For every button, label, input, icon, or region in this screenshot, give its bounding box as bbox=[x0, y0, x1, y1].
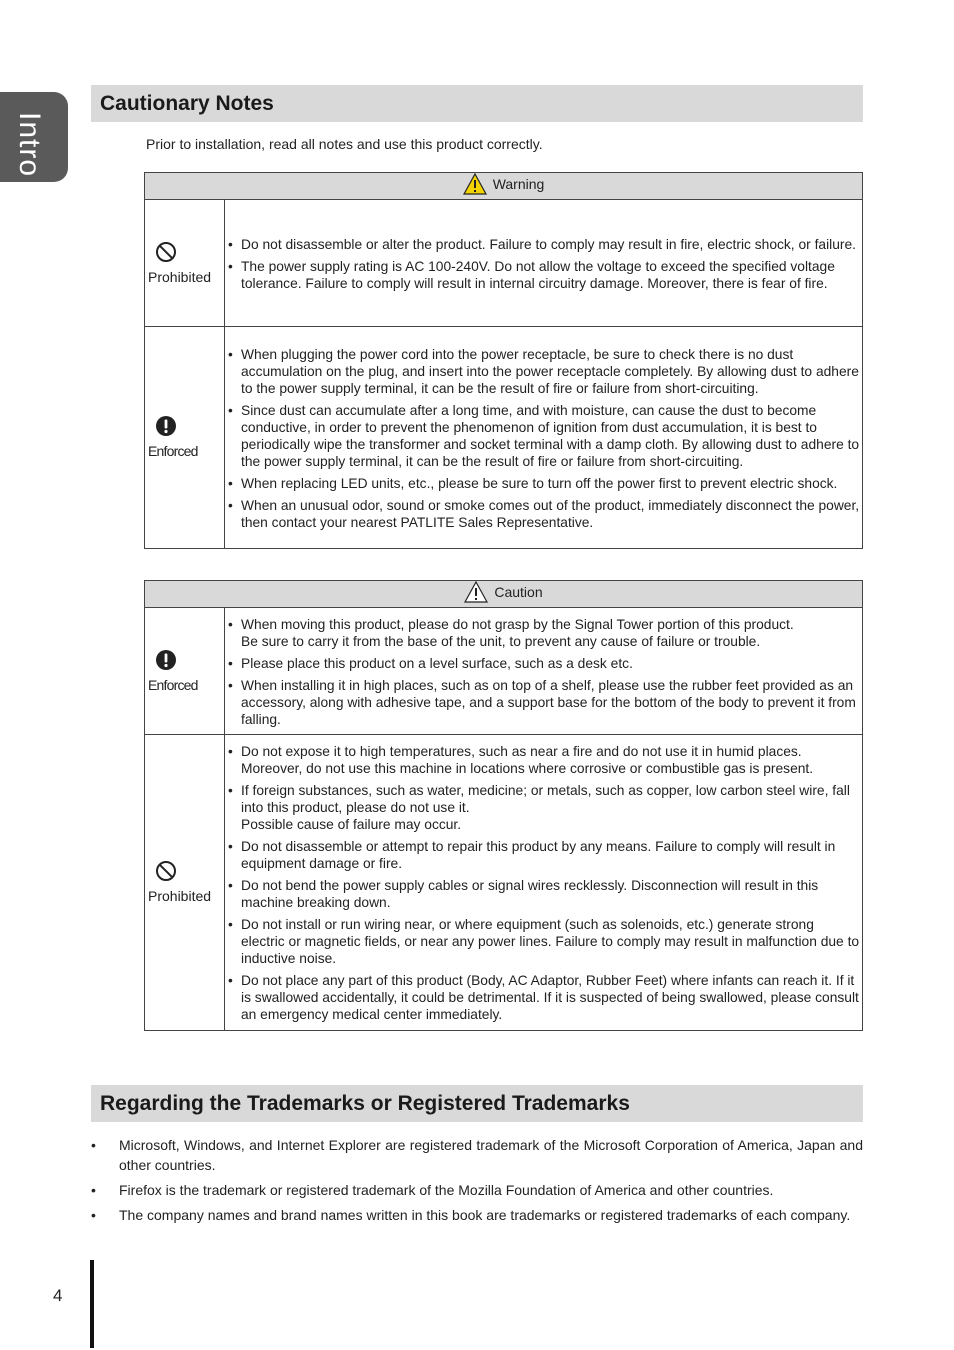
trademarks-heading: Regarding the Trademarks or Registered Trademarks bbox=[91, 1085, 863, 1122]
warning-header bbox=[145, 173, 863, 200]
warning-table bbox=[144, 172, 863, 549]
prohibited-icon bbox=[155, 241, 177, 263]
cautionary-notes-heading: Cautionary Notes bbox=[91, 85, 863, 122]
caution-row-prohibited bbox=[145, 735, 863, 1031]
notes-cell bbox=[225, 327, 863, 549]
enforced-icon bbox=[155, 649, 177, 671]
enforced-icon bbox=[155, 415, 177, 437]
note-item: • Do not place any part of this product (Body, AC Adaptor, Rubber Feet) where infants can reach it. If it is swallowed accidentally, it could be detrimental. If it is suspected of being swallowed, please consult an emergency medical center immediately. bbox=[228, 972, 860, 1023]
note-item: • Do not install or run wiring near, or where equipment (such as solenoids, etc.) generate strong electric or magnetic fields, or near any power lines. Failure to comply may result in malfunction due to inductive noise. bbox=[228, 916, 860, 967]
notes-cell bbox=[225, 200, 863, 327]
warning-row-enforced bbox=[145, 327, 863, 549]
page-margin-rule bbox=[90, 1260, 94, 1348]
note-item: • Do not expose it to high temperatures, such as near a fire and do not use it in humid places. Moreover, do not use this machine in locations where corrosive or combustible gas is present. bbox=[228, 743, 860, 777]
symbol-label: Enforced bbox=[148, 676, 198, 693]
note-item: • Do not bend the power supply cables or signal wires recklessly. Disconnection will result in this machine breaking down. bbox=[228, 877, 860, 911]
warning-row-prohibited bbox=[145, 200, 863, 327]
symbol-cell bbox=[145, 735, 225, 1031]
note-item: • When moving this product, please do not grasp by the Signal Tower portion of this product. Be sure to carry it from the base of the unit, to prevent any cause of failure or trouble. bbox=[228, 616, 860, 650]
caution-header bbox=[145, 581, 863, 608]
warning-header-label: Warning bbox=[492, 175, 545, 192]
note-item: • Do not disassemble or attempt to repair this product by any means. Failure to comply will result in equipment damage or fire. bbox=[228, 838, 860, 872]
intro-text: Prior to installation, read all notes and use this product correctly. bbox=[146, 136, 543, 152]
page-number: 4 bbox=[53, 1286, 63, 1305]
symbol-label: Prohibited bbox=[148, 268, 212, 285]
trademark-item: • The company names and brand names written in this book are trademarks or registered trademarks of each company. bbox=[91, 1205, 863, 1225]
caution-table bbox=[144, 580, 863, 1031]
note-item: • When replacing LED units, etc., please be sure to turn off the power first to prevent electric shock. bbox=[228, 475, 860, 492]
notes-cell bbox=[225, 608, 863, 735]
caution-triangle-icon bbox=[464, 581, 488, 603]
caution-row-enforced bbox=[145, 608, 863, 735]
symbol-cell bbox=[145, 608, 225, 735]
section-tab-label: Intro bbox=[13, 112, 46, 178]
note-item: • When installing it in high places, such as on top of a shelf, please use the rubber feet provided as an accessory, along with adhesive tape, and a support base for the bottom of the body to prevent it from falling. bbox=[228, 677, 860, 728]
symbol-cell bbox=[145, 200, 225, 327]
note-item: • When plugging the power cord into the power receptacle, be sure to check there is no dust accumulation on the plug, and insert into the power receptacle completely. By allowing dust to adhere to the power supply terminal, it can be the result of fire or failure from short-circuiting. bbox=[228, 346, 860, 397]
symbol-label: Enforced bbox=[148, 443, 198, 459]
notes-cell bbox=[225, 735, 863, 1031]
note-item: • Since dust can accumulate after a long time, and with moisture, can cause the dust to become conductive, in order to prevent the phenomenon of ignition from dust accumulation, it is best to periodically wipe the transformer and socket terminal with a damp cloth. By allowing dust to adhere to the power supply terminal, it can be the result of fire or failure from short-circuiting. bbox=[228, 402, 860, 470]
warning-triangle-icon bbox=[463, 173, 487, 195]
trademark-item: • Microsoft, Windows, and Internet Explorer are registered trademark of the Microsoft Corporation of America, Japan and other countries. bbox=[91, 1135, 863, 1175]
symbol-cell bbox=[145, 327, 225, 549]
trademarks-list bbox=[91, 1135, 863, 1230]
symbol-label: Prohibited bbox=[148, 888, 212, 904]
caution-header-label: Caution bbox=[494, 583, 543, 600]
note-item: • When an unusual odor, sound or smoke comes out of the product, immediately disconnect the power, then contact your nearest PATLITE Sales Representative. bbox=[228, 497, 860, 531]
note-item: • Do not disassemble or alter the product. Failure to comply may result in fire, electric shock, or failure. bbox=[228, 236, 860, 253]
note-item: • The power supply rating is AC 100-240V. Do not allow the voltage to exceed the specified voltage tolerance. Failure to comply will result in internal circuitry damage. Moreover, there is fear of fire. bbox=[228, 258, 860, 292]
trademark-item: • Firefox is the trademark or registered trademark of the Mozilla Foundation of America and other countries. bbox=[91, 1180, 863, 1200]
prohibited-icon bbox=[155, 860, 177, 882]
note-item: • If foreign substances, such as water, medicine; or metals, such as copper, low carbon steel wire, fall into this product, please do not use it. Possible cause of failure may occur. bbox=[228, 782, 860, 833]
note-item: • Please place this product on a level surface, such as a desk etc. bbox=[228, 655, 860, 672]
